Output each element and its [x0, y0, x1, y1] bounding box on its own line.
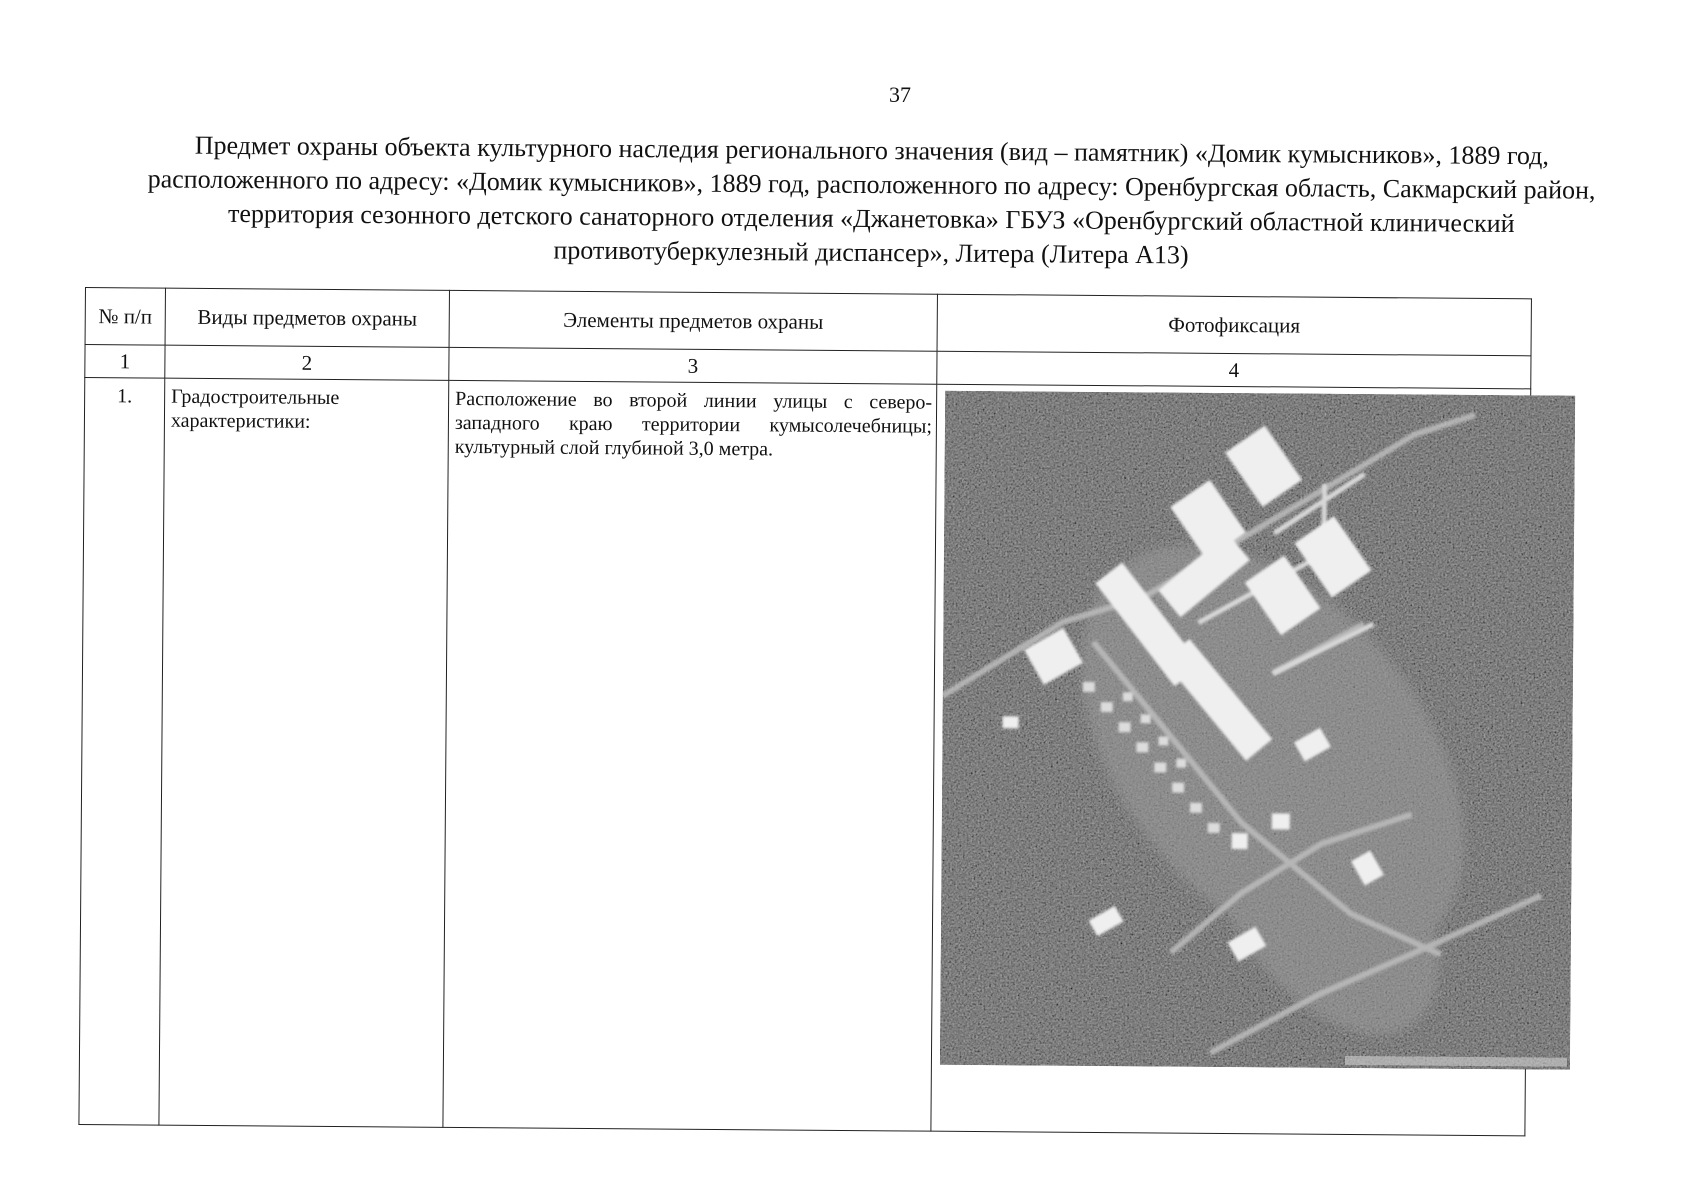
header-number: № п/п: [85, 288, 165, 346]
table-row: [79, 378, 1531, 1136]
column-number: 2: [165, 345, 449, 380]
row-number: 1.: [79, 378, 165, 1126]
row-kind: Градостроительные характеристики:: [159, 378, 449, 1127]
row-elements: Расположение во второй линии улицы с северо-западного краю территории кумысолечебницы; культурный слой глубиной 3,0 метра.: [443, 380, 937, 1131]
header-photo: Фотофиксация: [937, 294, 1531, 356]
satellite-photo: [940, 391, 1575, 1070]
column-number: 1: [85, 345, 165, 379]
page-number: 37: [889, 82, 911, 107]
protection-table: [78, 287, 1532, 1136]
header-elements: Элементы предметов охраны: [449, 290, 937, 351]
document-title: Предмет охраны объекта культурного наследия регионального значения (вид – памятник) «Домик кумысников», 1889 год, расположенного по адресу: «Домик кумысников», 1889 год, расположенного по адресу: Оренбургская область, Сакмарский район, территория сезонного детского санаторного отделения «Джанетовка» ГБУЗ «Оренбургский областной клинический противотуберкулезный диспансер», Литера (Литера А13): [147, 130, 1596, 270]
column-number: 4: [937, 351, 1531, 389]
header-kind: Виды предметов охраны: [165, 288, 449, 347]
row-photo-cell: [931, 384, 1531, 1136]
protection-table-container: [78, 287, 1532, 1136]
column-number: 3: [449, 347, 937, 384]
